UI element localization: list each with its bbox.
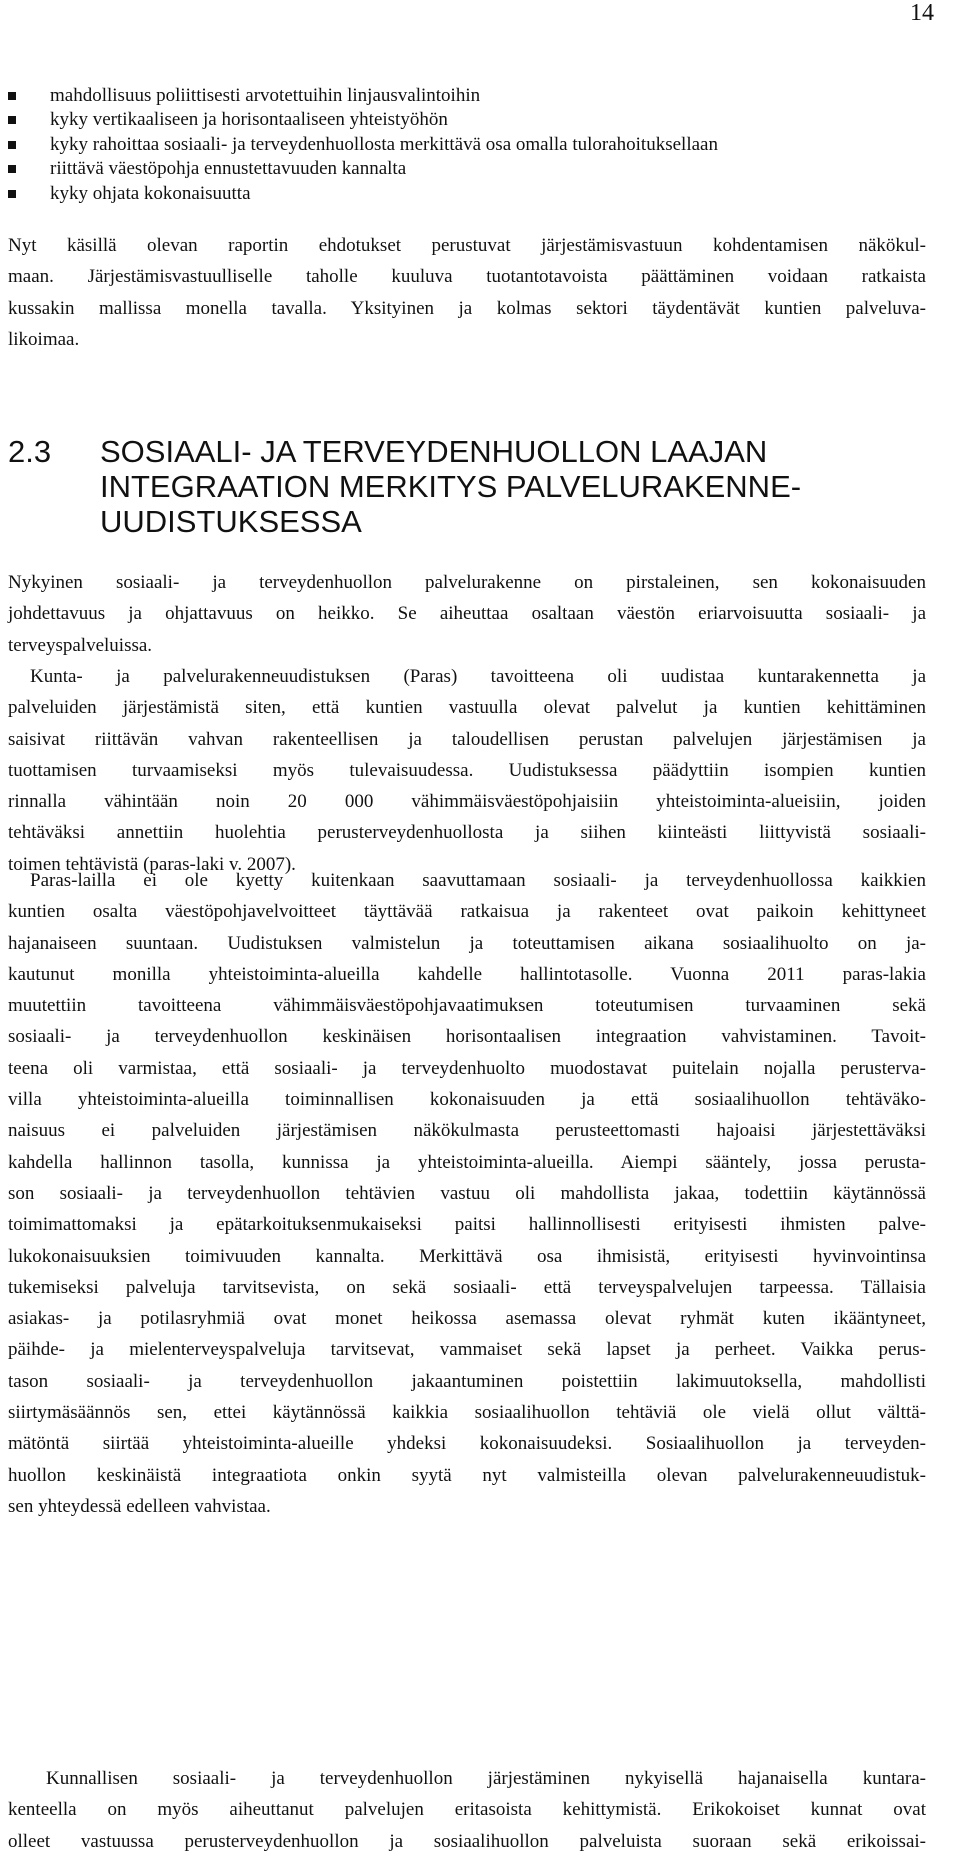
- page-number: 14: [910, 0, 934, 26]
- square-bullet-icon: [8, 92, 16, 100]
- square-bullet-icon: [8, 190, 16, 198]
- bullet-item: kyky rahoittaa sosiaali- ja terveydenhuollosta merkittävä osa omalla tulorahoituksellaan: [8, 133, 938, 157]
- bullet-item: mahdollisuus poliittisesti arvotettuihin linjausvalintoihin: [8, 84, 938, 108]
- bullet-item: kyky ohjata kokonaisuutta: [8, 182, 938, 206]
- paragraph-1: Nykyinen sosiaali- ja terveydenhuollon palvelurakenne on pirstaleinen, sen kokonaisuuden johdettavuus ja ohjattavuus on heikko. Se aiheuttaa osaltaan väestön eriarvoisuutta sosiaali- ja terveyspalveluissa.: [8, 572, 926, 656]
- paragraph-3: Paras-lailla ei ole kyetty kuitenkaan saavuttamaan sosiaali- ja terveydenhuollossa kaikkien kuntien osalta väestöpohjavelvoitteet täyttävää ratkaisua ja rakenteet ovat paikoin kehittyneet hajanaiseen suuntaan. Uudistuksen valmistelun ja toteuttamisen aikana sosiaalihuolto on ja- kautunut monilla yhteistoiminta-alueilla kahdelle hallintotasolle. Vuonna 2011 paras-lakia muutettiin tavoitteena vähimmäisväestöpohjavaatimuksen toteutumisen turvaaminen sekä sosiaali- ja terveydenhuollon keskinäisen horisontaalisen integraation vahvistaminen. Tavoit- teena oli varmistaa, että sosiaali- ja terveydenhuolto muodostavat puitelain nojalla perusterva- villa yhteistoiminta-alueilla toiminnallisen kokonaisuuden ja että sosiaalihuollon tehtäväko- naisuus ei palveluiden järjestämisen näkökulmasta perusteettomasti hajoaisi järjestettäväksi kahdella hallinnon tasolla, kunnissa ja yhteistoiminta-alueilla. Aiempi sääntely, jossa perusta- son sosiaali- ja terveydenhuollon tehtävien vastuu oli mahdollista jakaa, todettiin käytännössä toimimattomaksi ja epätarkoituksenmukaiseksi paitsi hallinnollisesti erityisesti ihmisten palve- lukokonaisuuksien toimivuuden kannalta. Merkittävä osa ihmisistä, erityisesti hyvinvointinsa tukemiseksi palveluja tarvitsevista, on sekä sosiaali- että terveyspalvelujen tarpeessa. Tällaisia asiakas- ja potilasryhmiä ovat monet heikossa asemassa olevat ryhmät kuten ikääntyneet, päihde- ja mielenterveyspalveluja tarvitsevat, vammaiset sekä lapset ja perheet. Vaikka perus- tason sosiaali- ja terveydenhuollon jakaantuminen poistettiin lakimuutoksella, mahdollisti siirtymäsäännös sen, ettei käytännössä kaikkia sosiaalihuollon tehtäviä ole vielä ollut välttä- mätöntä siirtää yhteistoiminta-alueille yhdeksi kokonaisuudeksi. Sosiaalihuollon ja terveyden- huollon keskinäistä integraatiota onkin syytä nyt valmisteilla olevan palvelurakenneuudistuk- sen yhteydessä edelleen vahvistaa.: [8, 870, 926, 1517]
- section-title: SOSIAALI- JA TERVEYDENHUOLLON LAAJAN INTEGRAATION MERKITYS PALVELURAKENNE- UUDISTUKSESSA: [100, 434, 802, 539]
- square-bullet-icon: [8, 116, 16, 124]
- square-bullet-icon: [8, 141, 16, 149]
- bullet-item: kyky vertikaaliseen ja horisontaaliseen yhteistyöhön: [8, 108, 938, 132]
- bullet-item: riittävä väestöpohja ennustettavuuden kannalta: [8, 157, 938, 181]
- section-number: 2.3: [8, 434, 52, 469]
- section-heading: [8, 434, 908, 539]
- bullet-list: [8, 84, 938, 206]
- intro-paragraph: Nyt käsillä olevan raportin ehdotukset perustuvat järjestämisvastuun kohdentamisen näkökul- maan. Järjestämisvastuulliselle taholle kuuluva tuotantotavoista päättäminen voidaan ratkaista kussakin mallissa monella tavalla. Yksityinen ja kolmas sektori täydentävät kuntien palveluva- likoimaa.: [8, 235, 926, 350]
- square-bullet-icon: [8, 165, 16, 173]
- paragraph-2: Kunta- ja palvelurakenneuudistuksen (Paras) tavoitteena oli uudistaa kuntarakennetta ja palveluiden järjestämistä siten, että kuntien vastuulla olevat palvelut ja kuntien kehittäminen saisivat riittävän vahvan rakenteellisen ja taloudellisen perustan palvelujen järjestämisen ja tuottamisen turvaamiseksi myös tulevaisuudessa. Uudistuksessa päädyttiin isompien kuntien rinnalla vähintään noin 20 000 vähimmäisväestöpohjaisiin yhteistoiminta-alueisiin, joiden tehtäväksi annettiin huolehtia perusterveydenhuollosta ja siihen kiinteästi liittyvistä sosiaali- toimen tehtävistä (paras-laki v. 2007).: [8, 666, 926, 875]
- paragraph-4: Kunnallisen sosiaali- ja terveydenhuollon järjestäminen nykyisellä hajanaisella kuntara- kenteella on myös aiheuttanut palvelujen eritasoista kehittymistä. Erikokoiset kunnat ovat olleet vastuussa perusterveydenhuollon ja sosiaalihuollon palveluista suoraan sekä erikoissai-: [8, 1768, 926, 1852]
